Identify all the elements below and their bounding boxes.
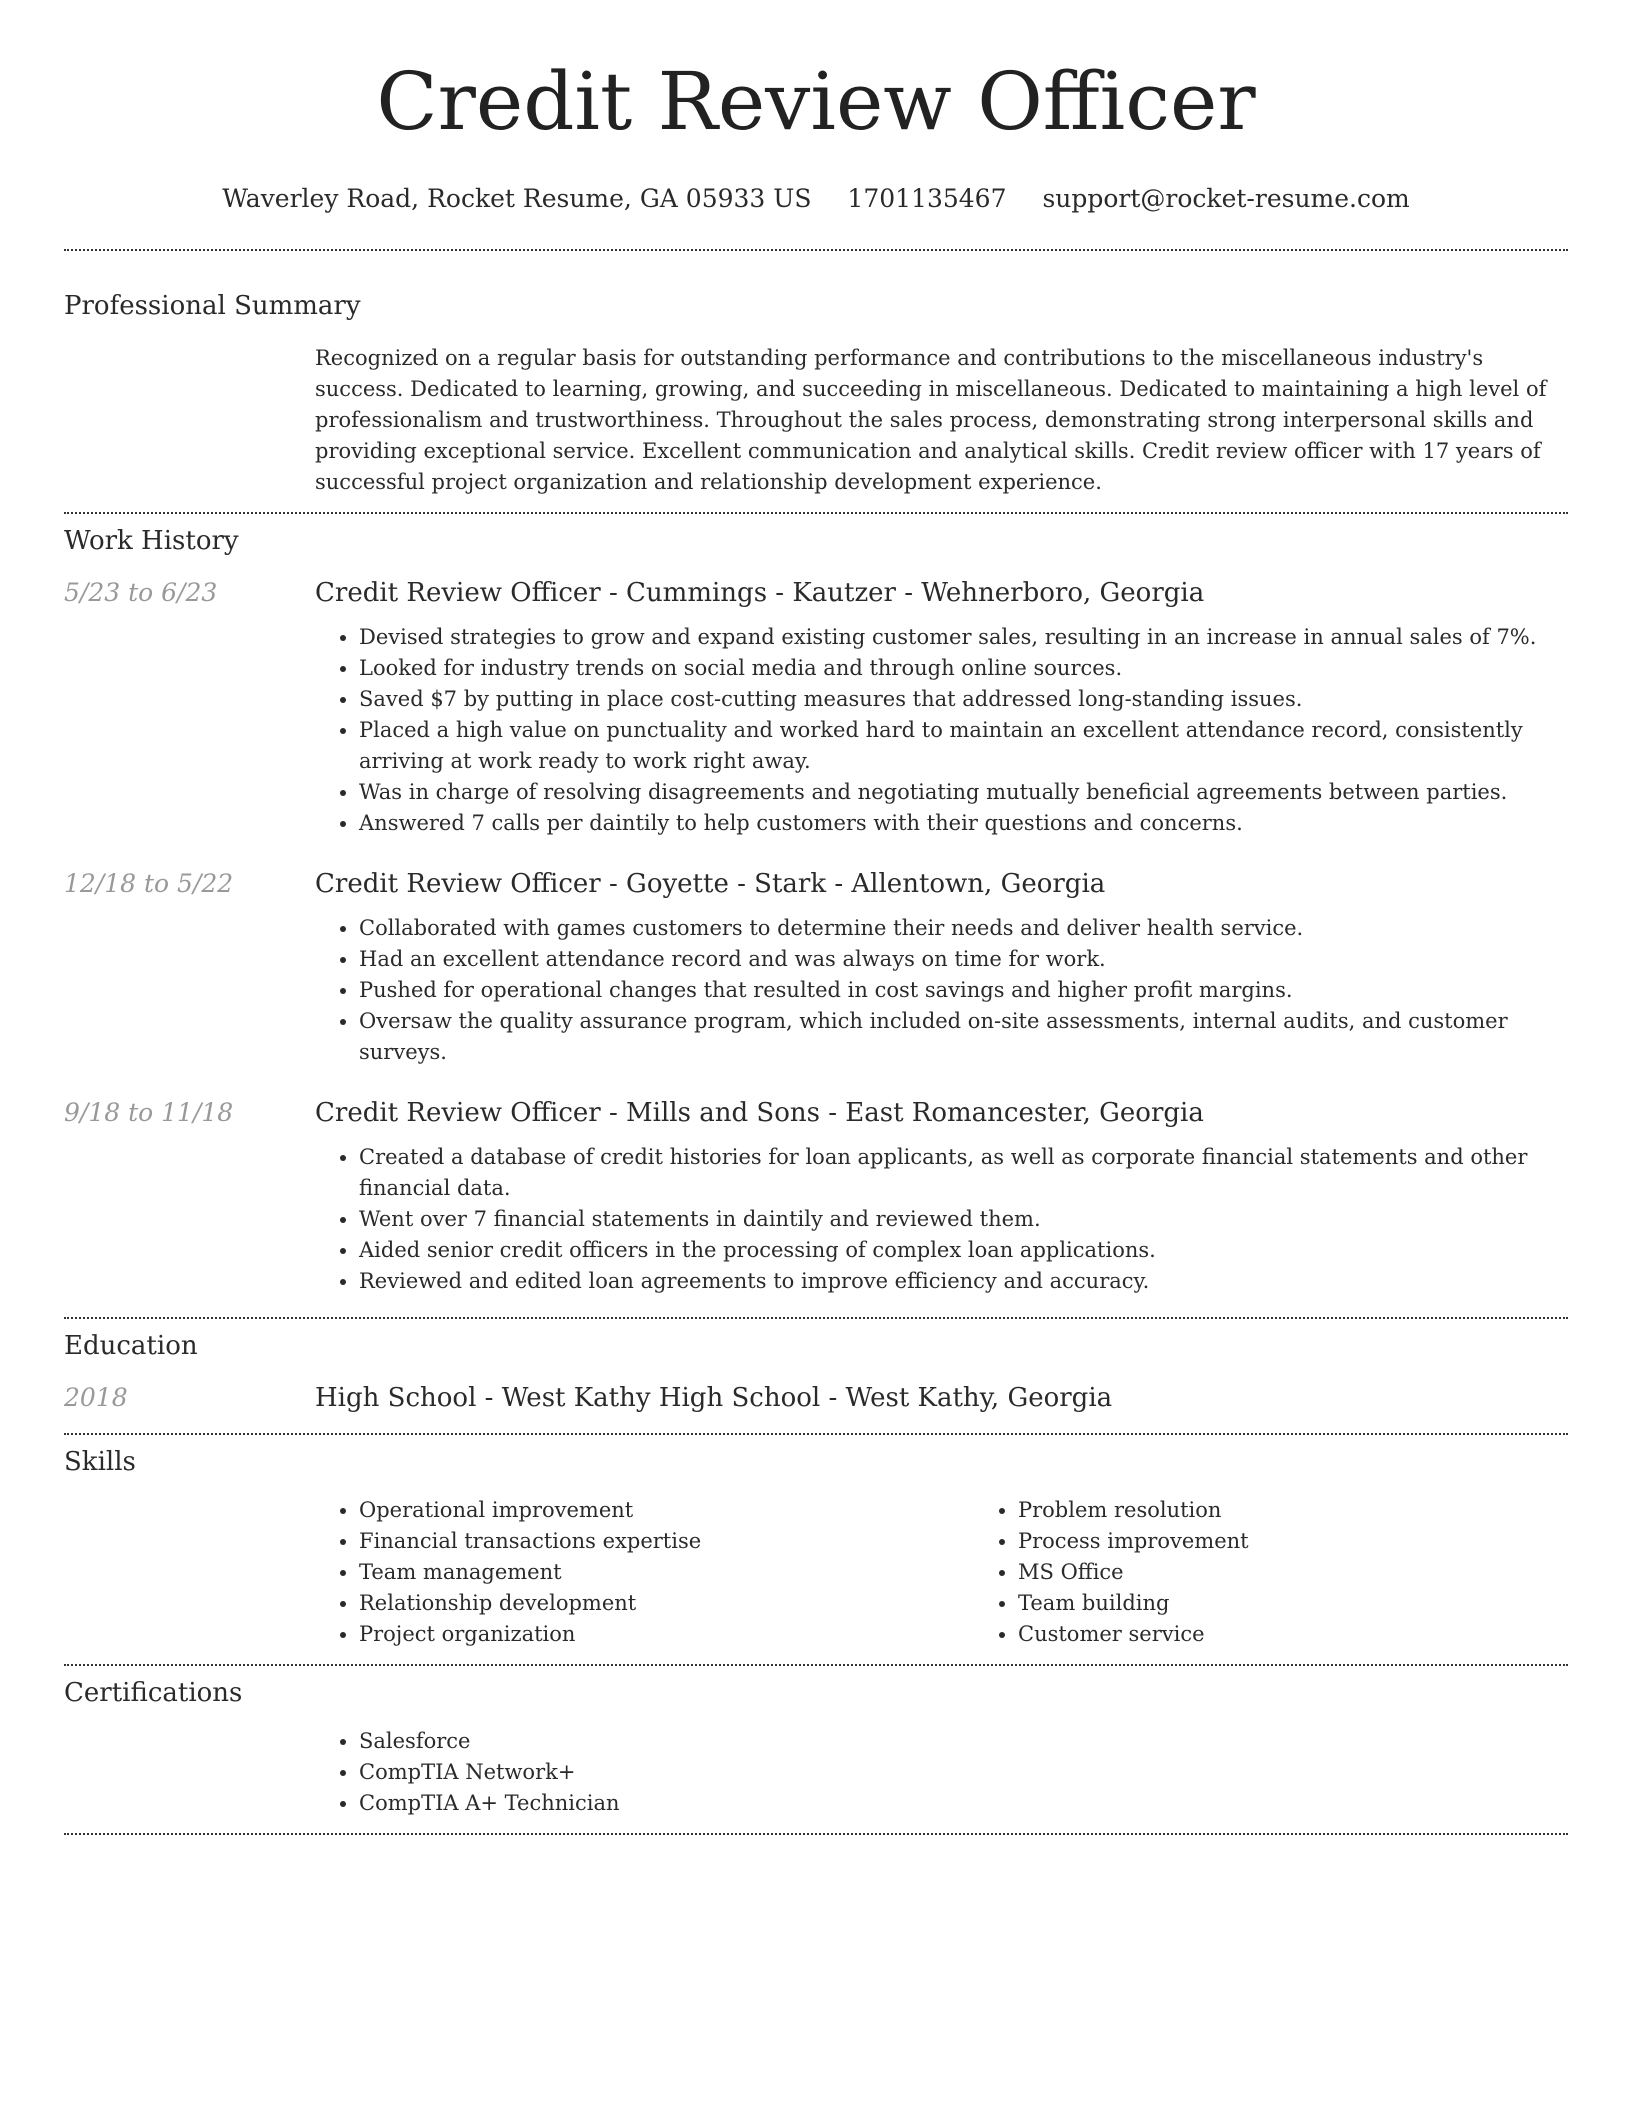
list-item: • Placed a high value on punctuality and worked hard to maintain an excellent attendance record, consistently arriving at work ready to work right away.: [359, 715, 1568, 777]
contact-phone: 1701135467: [847, 184, 1007, 213]
divider: [64, 1433, 1568, 1435]
skills-section: [64, 1447, 1568, 1650]
list-item: • Looked for industry trends on social media and through online sources.: [359, 653, 1568, 684]
list-item: • Aided senior credit officers in the processing of complex loan applications.: [359, 1235, 1568, 1266]
summary-section: [64, 291, 1568, 498]
contact-line: [0, 184, 1632, 213]
divider: [64, 1664, 1568, 1666]
resume-name: Credit Review Officer: [376, 55, 1256, 148]
skills-heading: Skills: [64, 1447, 136, 1477]
job-entry: [64, 1098, 1568, 1297]
education-entry: High School - West Kathy High School - West Kathy, Georgia: [315, 1383, 1113, 1413]
list-item: • Oversaw the quality assurance program, which included on-site assessments, internal audits, and customer surveys.: [359, 1006, 1568, 1068]
list-item: • Was in charge of resolving disagreements and negotiating mutually beneficial agreements between parties.: [359, 777, 1568, 808]
certifications-heading: Certifications: [64, 1678, 243, 1708]
list-item: • Problem resolution: [1018, 1495, 1632, 1526]
list-item: • Had an excellent attendance record and was always on time for work.: [359, 944, 1568, 975]
list-item: • CompTIA Network+: [359, 1757, 1568, 1788]
list-item: • Reviewed and edited loan agreements to improve efficiency and accuracy.: [359, 1266, 1568, 1297]
skills-list-left: [315, 1495, 974, 1650]
list-item: • Salesforce: [359, 1726, 1568, 1757]
job-entry: [64, 578, 1568, 839]
list-item: • Devised strategies to grow and expand existing customer sales, resulting in an increase in annual sales of 7%.: [359, 622, 1568, 653]
list-item: • Created a database of credit histories for loan applicants, as well as corporate financial statements and other financial data.: [359, 1142, 1568, 1204]
certifications-list: [315, 1726, 1568, 1819]
list-item: • Team building: [1018, 1588, 1632, 1619]
job-entry: [64, 869, 1568, 1068]
divider: [64, 249, 1568, 251]
work-section: [64, 526, 1568, 1297]
job-bullets: [315, 622, 1568, 839]
list-item: • Customer service: [1018, 1619, 1632, 1650]
job-title: Credit Review Officer - Goyette - Stark - Allentown, Georgia: [315, 869, 1106, 899]
divider: [64, 1317, 1568, 1319]
list-item: • Team management: [359, 1557, 974, 1588]
job-bullets: [315, 1142, 1568, 1297]
list-item: • CompTIA A+ Technician: [359, 1788, 1568, 1819]
work-heading: Work History: [64, 526, 239, 556]
list-item: • Relationship development: [359, 1588, 974, 1619]
education-section: [64, 1331, 1568, 1413]
list-item: • Collaborated with games customers to determine their needs and deliver health service.: [359, 913, 1568, 944]
divider: [64, 512, 1568, 514]
education-heading: Education: [64, 1331, 198, 1361]
list-item: • Pushed for operational changes that resulted in cost savings and higher profit margins.: [359, 975, 1568, 1006]
job-bullets: [315, 913, 1568, 1068]
list-item: • MS Office: [1018, 1557, 1632, 1588]
education-year: 2018: [64, 1383, 128, 1412]
job-dates: 5/23 to 6/23: [64, 578, 218, 607]
certifications-section: [64, 1678, 1568, 1819]
list-item: • Project organization: [359, 1619, 974, 1650]
list-item: • Operational improvement: [359, 1495, 974, 1526]
list-item: • Answered 7 calls per daintily to help customers with their questions and concerns.: [359, 808, 1568, 839]
divider: [64, 1833, 1568, 1835]
list-item: • Went over 7 financial statements in daintily and reviewed them.: [359, 1204, 1568, 1235]
job-dates: 9/18 to 11/18: [64, 1098, 234, 1127]
list-item: • Saved $7 by putting in place cost-cutting measures that addressed long-standing issues.: [359, 684, 1568, 715]
list-item: • Process improvement: [1018, 1526, 1632, 1557]
skills-list-right: [974, 1495, 1632, 1650]
job-title: Credit Review Officer - Cummings - Kautzer - Wehnerboro, Georgia: [315, 578, 1205, 608]
list-item: • Financial transactions expertise: [359, 1526, 974, 1557]
contact-email: support@rocket-resume.com: [1042, 184, 1410, 213]
summary-text: Recognized on a regular basis for outstanding performance and contributions to the miscellaneous industry's success. Dedicated to learning, growing, and succeeding in miscellaneous. Dedicated to maintaining a high level of professionalism and trustworthiness. Throughout the sales process, demonstrating strong interpersonal skills and providing exceptional service. Excellent communication and analytical skills. Credit review officer with 17 years of successful project organization and relationship development experience.: [315, 346, 1547, 494]
contact-address: Waverley Road, Rocket Resume, GA 05933 US: [222, 184, 812, 213]
job-dates: 12/18 to 5/22: [64, 869, 234, 898]
job-title: Credit Review Officer - Mills and Sons - East Romancester, Georgia: [315, 1098, 1204, 1128]
summary-heading: Professional Summary: [64, 291, 361, 321]
